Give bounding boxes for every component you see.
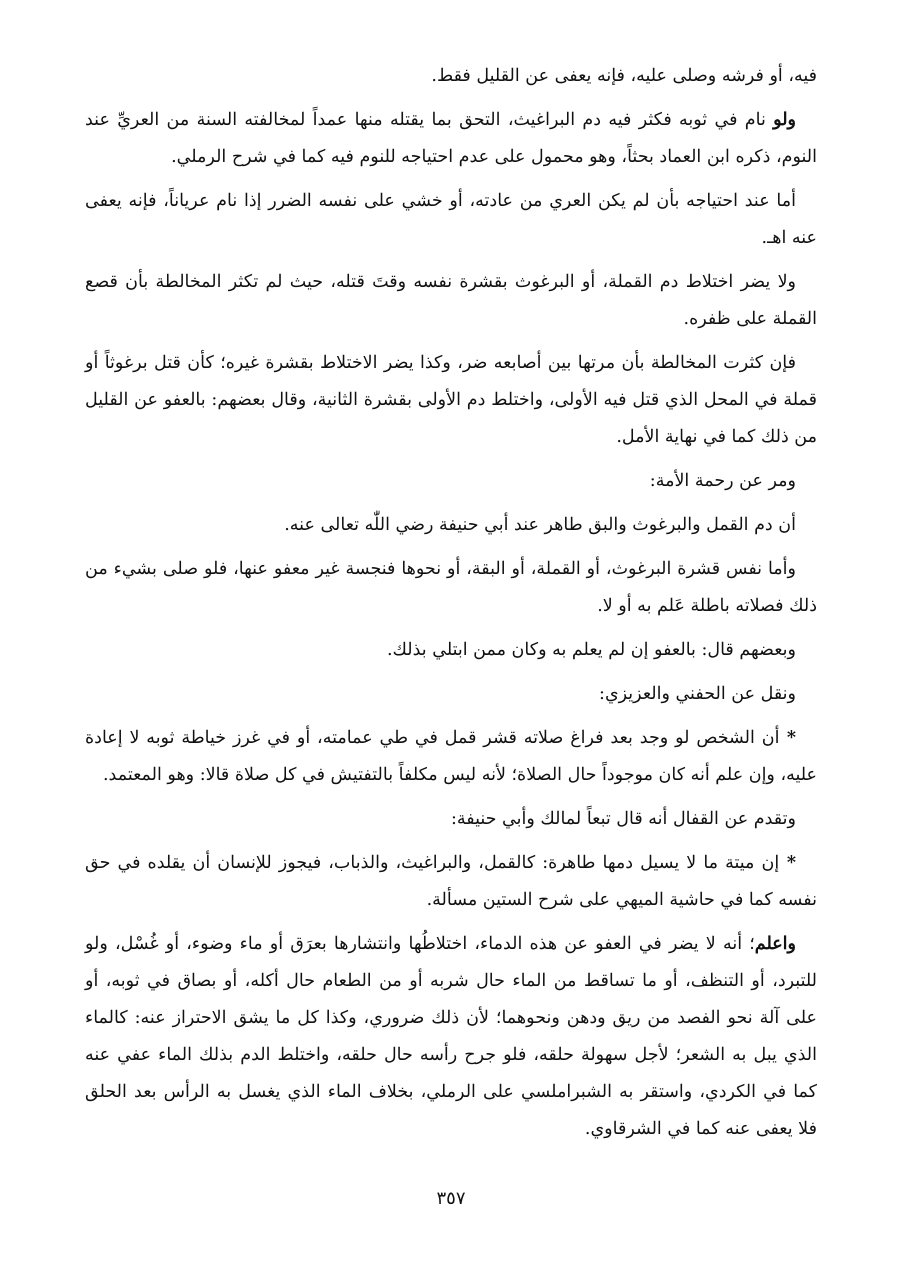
paragraph-text: فيه، أو فرشه وصلى عليه، فإنه يعفى عن القليل فقط.	[431, 66, 817, 86]
paragraph-text: ومر عن رحمة الأمة:	[649, 471, 796, 491]
paragraph-text: ؛ أنه لا يضر في العفو عن هذه الدماء، اختلاطُها وانتشارها بعرَق أو ماء وضوء، أو غُسْل، ولو للتبرد، أو التنظف، أو ما تساقط من الماء حال شربه أو من الطعام حال أكله، أو بصاق في ثوبه، أو على آلة نحو الفصد من ريق ودهن ونحوهما؛ لأن ذلك ضروري، وكذا كل ما يشق الاحتراز عنه: كالماء الذي يبل به الشعر؛ لأجل سهولة حلقه، فلو جرح رأسه حال حلقه، واختلط الدم بذلك الماء عفي عنه كما في الكردي، واستقر به الشبراملسي على الرملي، بخلاف الماء الذي يغسل به الرأس بعد الحلق فلا يعفى عنه كما في الشرقاوي.	[85, 934, 817, 1139]
paragraph-7	[85, 507, 817, 544]
paragraph-9	[85, 632, 817, 669]
asterisk-marker: *	[779, 728, 796, 748]
paragraph-text: نام في ثوبه فكثر فيه دم البراغيث، التحق بما يقتله منها عمداً لمخالفته السنة من العريِّ عند النوم، ذكره ابن العماد بحثاً، وهو محمول على عدم احتياجه للنوم فيه كما في شرح الرملي.	[85, 110, 817, 167]
page-number: ٣٥٧	[436, 1188, 466, 1209]
paragraph-text: أن دم القمل والبرغوث والبق طاهر عند أبي حنيفة رضي اللّٰه تعالى عنه.	[284, 515, 796, 535]
paragraph-8	[85, 551, 817, 625]
paragraph-text: وأما نفس قشرة البرغوث، أو القملة، أو البقة، أو نحوها فنجسة غير معفو عنها، فلو صلى بشيء من ذلك فصلاته باطلة عَلم به أو لا.	[85, 559, 817, 616]
paragraph-text: وتقدم عن القفال أنه قال تبعاً لمالك وأبي حنيفة:	[450, 809, 796, 829]
asterisk-marker: *	[779, 853, 796, 873]
paragraph-12	[85, 801, 817, 838]
paragraph-14	[85, 926, 817, 1148]
paragraph-11	[85, 720, 817, 794]
paragraph-3	[85, 183, 817, 257]
paragraph-2	[85, 102, 817, 176]
paragraph-lead-word: واعلم	[754, 934, 796, 954]
paragraph-text: أما عند احتياجه بأن لم يكن العري من عادته، أو خشي على نفسه الضرر إذا نام عرياناً، فإنه يعفى عنه اهـ.	[85, 191, 817, 248]
paragraph-text: ونقل عن الحفني والعزيزي:	[599, 684, 796, 704]
paragraph-5	[85, 345, 817, 456]
paragraph-text: وبعضهم قال: بالعفو إن لم يعلم به وكان ممن ابتلي بذلك.	[386, 640, 796, 660]
paragraph-text: فإن كثرت المخالطة بأن مرتها بين أصابعه ضر، وكذا يضر الاختلاط بقشرة غيره؛ كأن قتل برغوثاً أو قملة في المحل الذي قتل فيه الأولى، واختلط دم الأولى بقشرة الثانية، وقال بعضهم: بالعفو عن القليل من ذلك كما في نهاية الأمل.	[85, 353, 817, 447]
paragraph-10	[85, 676, 817, 713]
paragraph-text: أن الشخص لو وجد بعد فراغ صلاته قشر قمل في طي عمامته، أو في غرز خياطة ثوبه لا إعادة عليه، وإن علم أنه كان موجوداً حال الصلاة؛ لأنه ليس مكلفاً بالتفتيش في كل صلاة قالا: وهو المعتمد.	[85, 728, 817, 785]
paragraph-text: ولا يضر اختلاط دم القملة، أو البرغوث بقشرة نفسه وقتَ قتله، حيث لم تكثر المخالطة بأن قصع القملة على ظفره.	[85, 272, 817, 329]
paragraph-13	[85, 845, 817, 919]
paragraph-6	[85, 463, 817, 500]
paragraph-4	[85, 264, 817, 338]
paragraph-lead-word: ولو	[773, 110, 796, 130]
paragraph-text: إن ميتة ما لا يسيل دمها طاهرة: كالقمل، والبراغيث، والذباب، فيجوز للإنسان أن يقلده في حق نفسه كما في حاشية الميهي على شرح الستين مسألة.	[85, 853, 817, 910]
paragraph-1	[85, 58, 817, 95]
